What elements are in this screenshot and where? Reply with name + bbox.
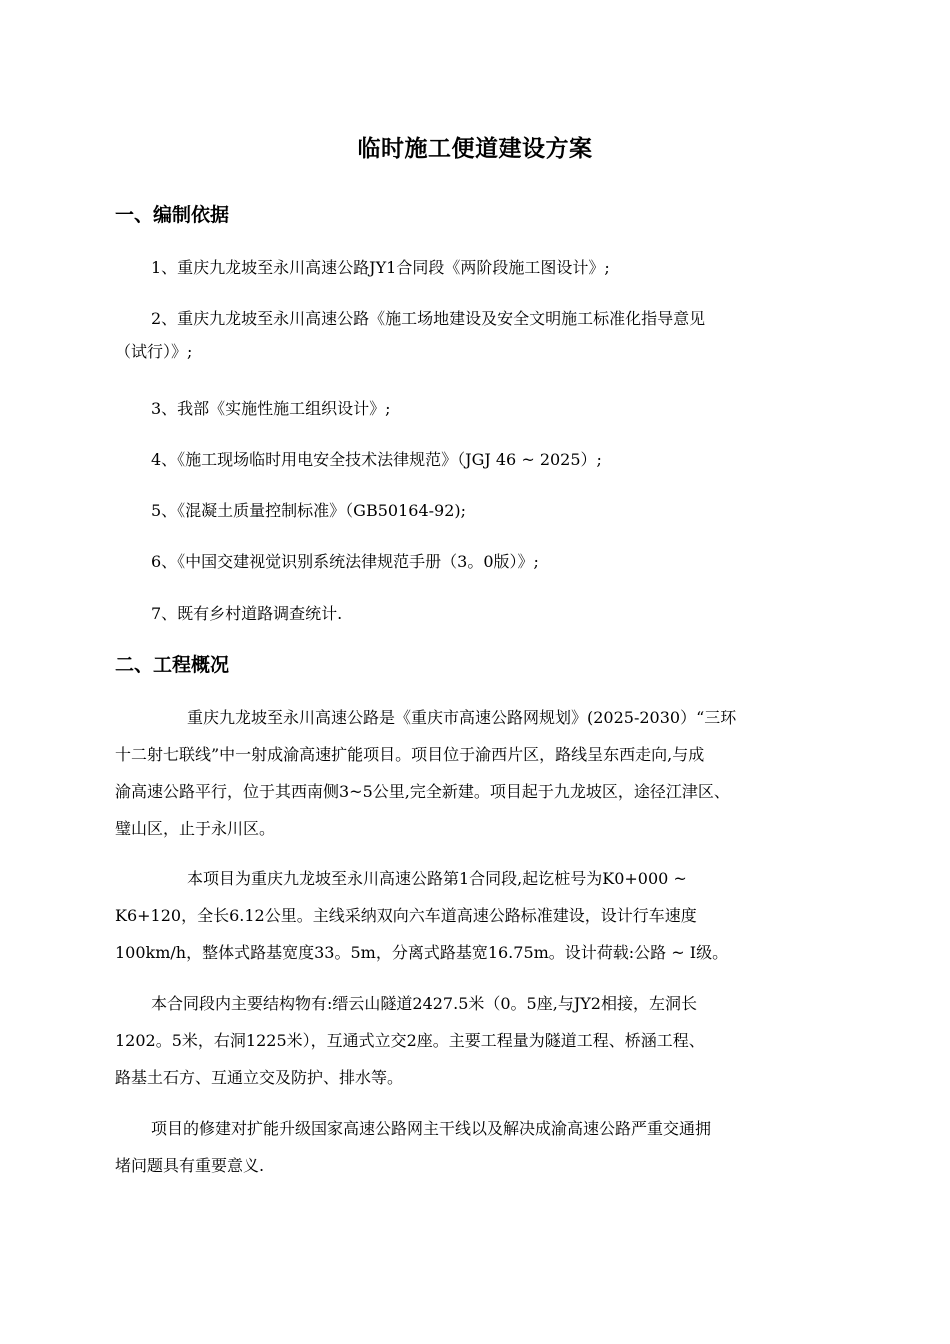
overview-paragraph-1-line-2: 十二射七联线”中一射成渝高速扩能项目。项目位于渝西片区，路线呈东西走向,与成 bbox=[115, 745, 705, 764]
overview-paragraph-2-line-2: K6+120，全长6.12公里。主线采纳双向六车道高速公路标准建设，设计行车速度 bbox=[115, 906, 697, 925]
basis-item-3 bbox=[115, 390, 845, 427]
overview-paragraph-4-line-2: 堵问题具有重要意义. bbox=[115, 1156, 265, 1175]
basis-item-7 bbox=[115, 595, 845, 632]
basis-item-2-line-2: （试行）》; bbox=[115, 342, 193, 361]
basis-item-4 bbox=[115, 441, 845, 478]
overview-paragraph-4 bbox=[115, 1110, 845, 1184]
basis-item-7-line-1: 7、既有乡村道路调查统计. bbox=[151, 604, 343, 623]
overview-paragraph-2-line-1: 本项目为重庆九龙坡至永川高速公路第1合同段,起讫桩号为K0+000 ~ bbox=[187, 869, 687, 888]
overview-paragraph-3-line-1: 本合同段内主要结构物有:缙云山隧道2427.5米（0。5座,与JY2相接，左洞长 bbox=[151, 994, 697, 1013]
overview-paragraph-1-line-1: 重庆九龙坡至永川高速公路是《重庆市高速公路网规划》(2025-2030）“三环 bbox=[187, 708, 737, 727]
basis-item-5-line-1: 5、《混凝土质量控制标准》（GB50164-92); bbox=[151, 501, 467, 520]
overview-paragraph-3-line-3: 路基土石方、互通立交及防护、排水等。 bbox=[115, 1068, 404, 1087]
basis-item-5 bbox=[115, 492, 845, 529]
basis-item-6 bbox=[115, 543, 845, 580]
overview-paragraph-2 bbox=[115, 860, 845, 971]
basis-item-4-line-1: 4、《施工现场临时用电安全技术法律规范》（JGJ 46 ~ 2025）; bbox=[151, 450, 602, 469]
overview-paragraph-3 bbox=[115, 985, 845, 1096]
overview-paragraph-1-line-3: 渝高速公路平行，位于其西南侧3~5公里,完全新建。项目起于九龙坡区，途径江津区、 bbox=[115, 782, 730, 801]
overview-paragraph-1 bbox=[115, 699, 845, 847]
overview-paragraph-3-line-2: 1202。5米，右洞1225米），互通式立交2座。主要工程量为隧道工程、桥涵工程、 bbox=[115, 1031, 705, 1050]
overview-paragraph-1-line-4: 璧山区，止于永川区。 bbox=[115, 819, 276, 838]
basis-item-2-line-1: 2、重庆九龙坡至永川高速公路《施工场地建设及安全文明施工标准化指导意见 bbox=[151, 309, 706, 328]
document-title: 临时施工便道建设方案 bbox=[357, 136, 593, 162]
overview-paragraph-4-line-1: 项目的修建对扩能升级国家高速公路网主干线以及解决成渝高速公路严重交通拥 bbox=[151, 1119, 712, 1138]
basis-item-1-line-1: 1、重庆九龙坡至永川高速公路JY1合同段《两阶段施工图设计》; bbox=[151, 258, 610, 277]
basis-item-2 bbox=[115, 300, 845, 370]
basis-item-6-line-1: 6、《中国交建视觉识别系统法律规范手册（3。0版）》; bbox=[151, 552, 539, 571]
basis-item-1 bbox=[115, 249, 845, 286]
overview-paragraph-2-line-3: 100km/h，整体式路基宽度33。5m，分离式路基宽16.75m。设计荷载:公路 ~ I级。 bbox=[115, 943, 729, 962]
section-heading-basis: 一、编制依据 bbox=[115, 204, 230, 226]
section-heading-overview: 二、工程概况 bbox=[115, 654, 230, 676]
basis-item-3-line-1: 3、我部《实施性施工组织设计》; bbox=[151, 399, 391, 418]
